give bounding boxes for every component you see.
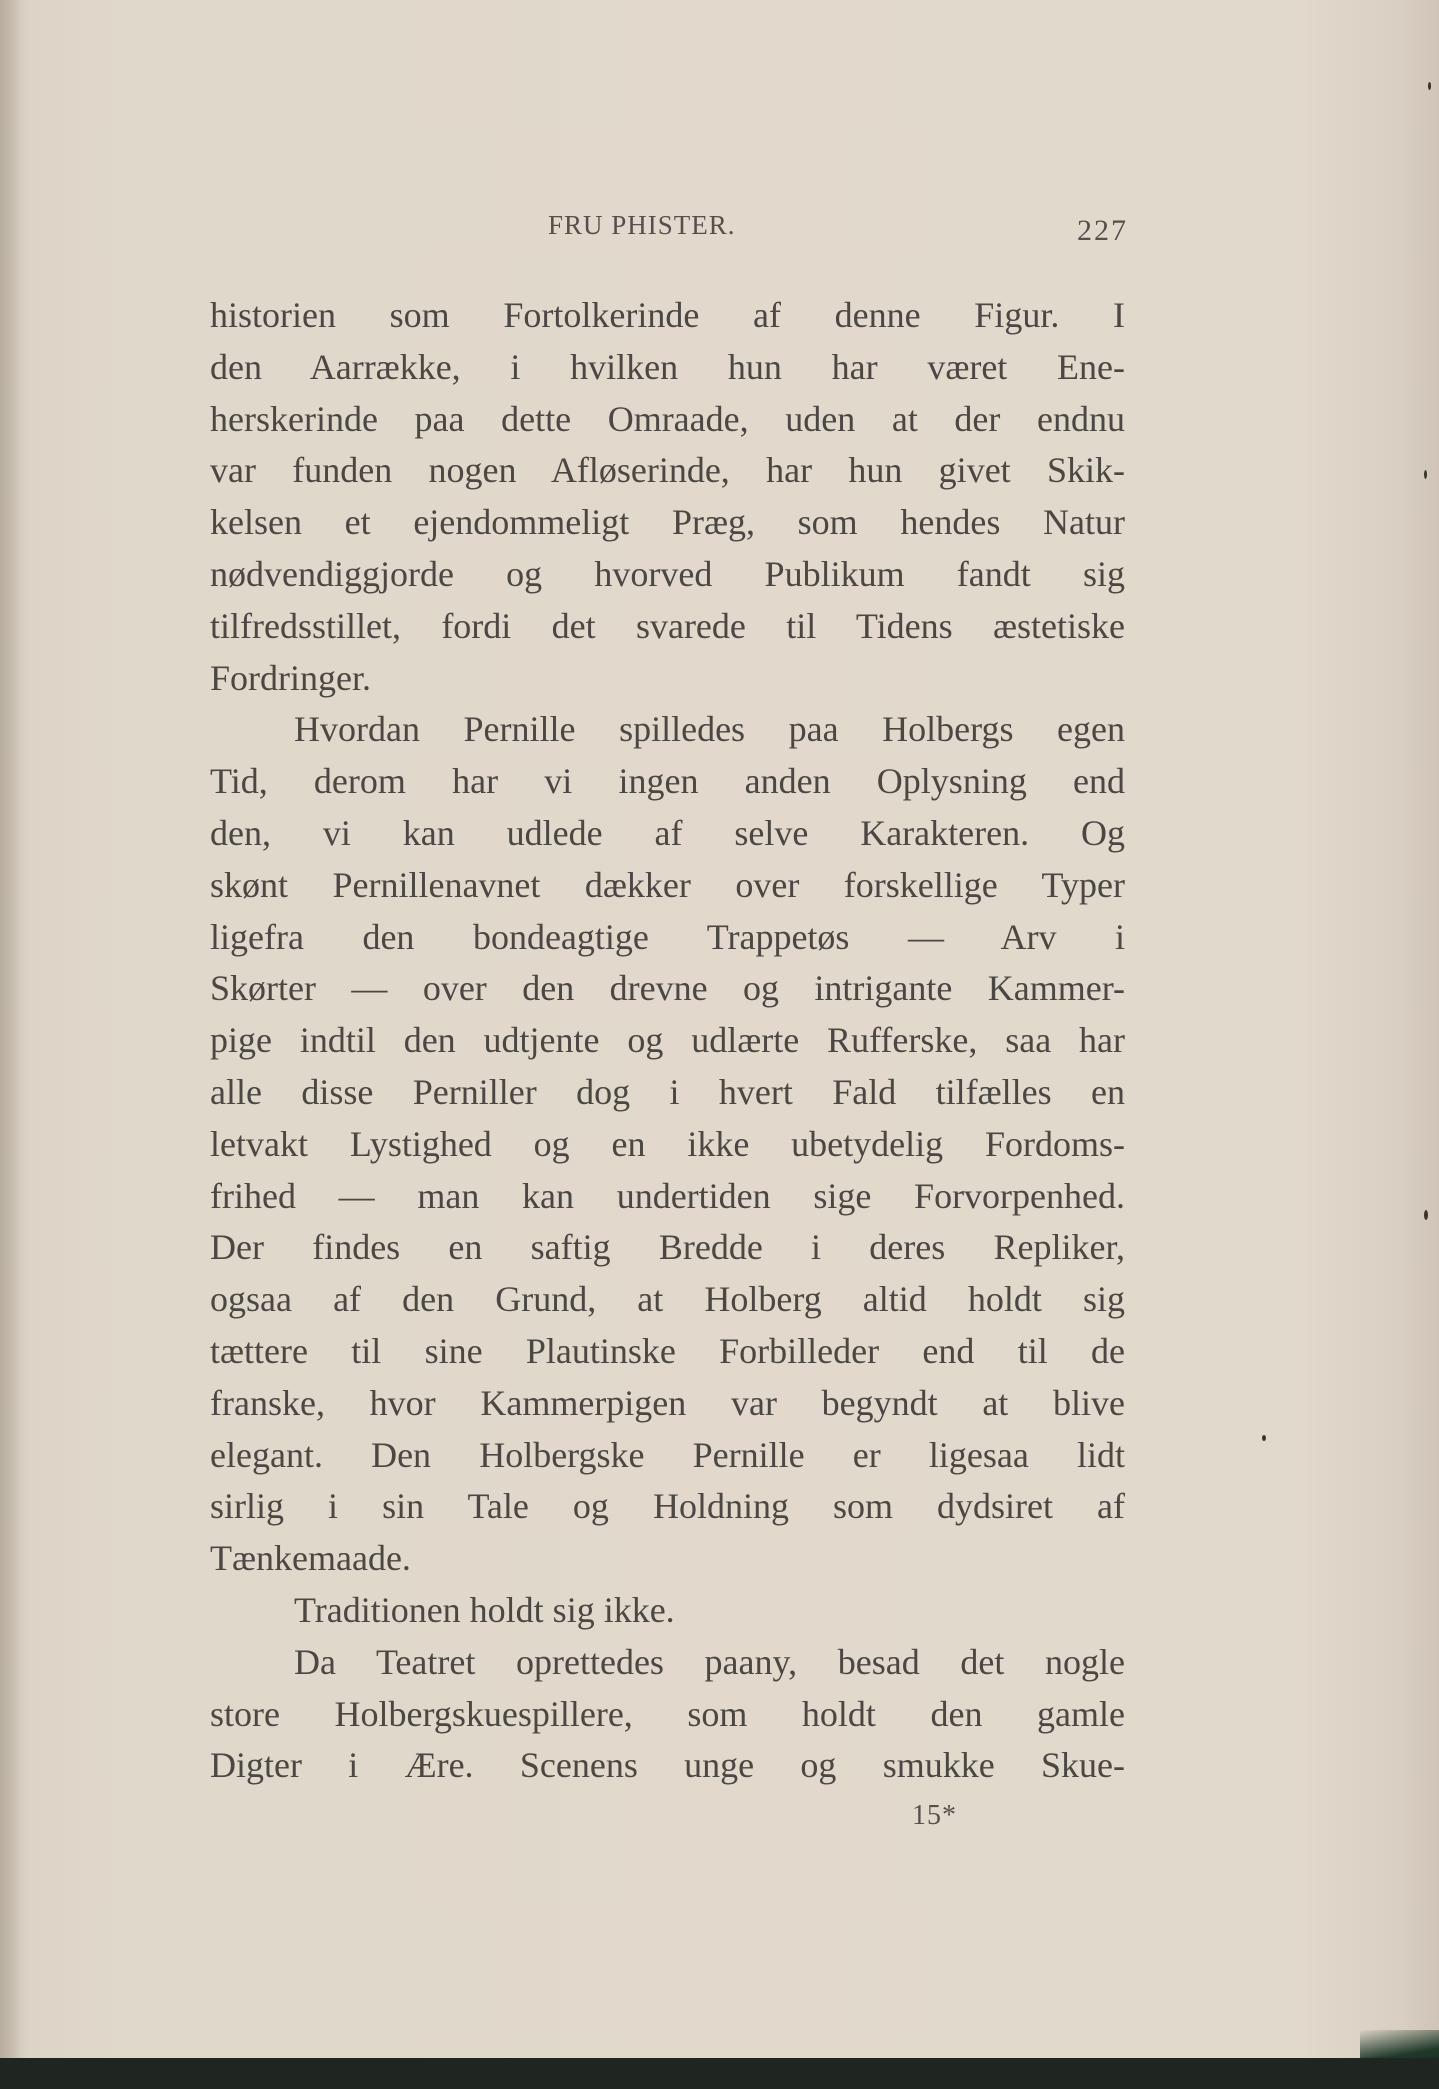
text-line: Digter i Ære. Scenens unge og smukke Skue- bbox=[210, 1745, 1125, 1786]
text-line: frihed — man kan undertiden sige Forvorpenhed. bbox=[210, 1175, 1125, 1216]
text-line: den Aarrække, i hvilken hun har været Ene- bbox=[210, 346, 1125, 387]
page-header bbox=[548, 210, 1128, 250]
text-line: Hvordan Pernille spilledes paa Holbergs egen bbox=[294, 709, 1125, 750]
text-line: store Holbergskuespillere, som holdt den gamle bbox=[210, 1693, 1125, 1734]
text-line: Skørter — over den drevne og intrigante Kammer- bbox=[210, 968, 1125, 1009]
signature-mark: 15* bbox=[912, 1800, 957, 1831]
ink-speck bbox=[1428, 82, 1431, 90]
ink-speck bbox=[1262, 1435, 1266, 1441]
text-line: historien som Fortolkerinde af denne Figur. I bbox=[210, 295, 1125, 335]
text-line: franske, hvor Kammerpigen var begyndt at blive bbox=[210, 1382, 1125, 1423]
ink-speck bbox=[1424, 1210, 1428, 1220]
text-line: ligefra den bondeagtige Trappetøs — Arv i bbox=[210, 916, 1125, 957]
text-line: Traditionen holdt sig ikke. bbox=[294, 1589, 675, 1630]
text-line: elegant. Den Holbergske Pernille er ligesaa lidt bbox=[210, 1434, 1125, 1475]
text-line: Da Teatret oprettedes paany, besad det nogle bbox=[294, 1641, 1125, 1682]
text-line: Fordringer. bbox=[210, 657, 371, 698]
body-text bbox=[210, 290, 1125, 1792]
text-line: den, vi kan udlede af selve Karakteren. Og bbox=[210, 812, 1125, 853]
text-line: tilfredsstillet, fordi det svarede til Tidens æstetiske bbox=[210, 605, 1125, 646]
text-line: skønt Pernillenavnet dækker over forskellige Typer bbox=[210, 864, 1125, 905]
page-number: 227 bbox=[1077, 214, 1128, 247]
text-line: pige indtil den udtjente og udlærte Rufferske, saa har bbox=[210, 1020, 1125, 1061]
text-line: tættere til sine Plautinske Forbilleder end til de bbox=[210, 1330, 1125, 1371]
page-gutter-shadow bbox=[0, 0, 22, 2089]
text-line: Der findes en saftig Bredde i deres Repliker, bbox=[210, 1227, 1125, 1268]
text-line: ogsaa af den Grund, at Holberg altid holdt sig bbox=[210, 1279, 1125, 1320]
text-line: alle disse Perniller dog i hvert Fald tilfælles en bbox=[210, 1071, 1125, 1112]
ink-speck bbox=[1424, 470, 1427, 479]
text-line: kelsen et ejendommeligt Præg, som hendes Natur bbox=[210, 502, 1125, 543]
text-line: Tænkemaade. bbox=[210, 1538, 411, 1579]
text-line: herskerinde paa dette Omraade, uden at der endnu bbox=[210, 398, 1125, 439]
bottom-binding-band bbox=[0, 2058, 1439, 2089]
running-head: FRU PHISTER. bbox=[548, 210, 736, 240]
text-line: nødvendiggjorde og hvorved Publikum fandt sig bbox=[210, 553, 1125, 594]
text-line: var funden nogen Afløserinde, har hun givet Skik- bbox=[210, 450, 1125, 491]
text-line: sirlig i sin Tale og Holdning som dydsiret af bbox=[210, 1486, 1125, 1527]
text-line: Tid, derom har vi ingen anden Oplysning end bbox=[210, 761, 1125, 802]
text-line: letvakt Lystighed og en ikke ubetydelig Fordoms- bbox=[210, 1123, 1125, 1164]
